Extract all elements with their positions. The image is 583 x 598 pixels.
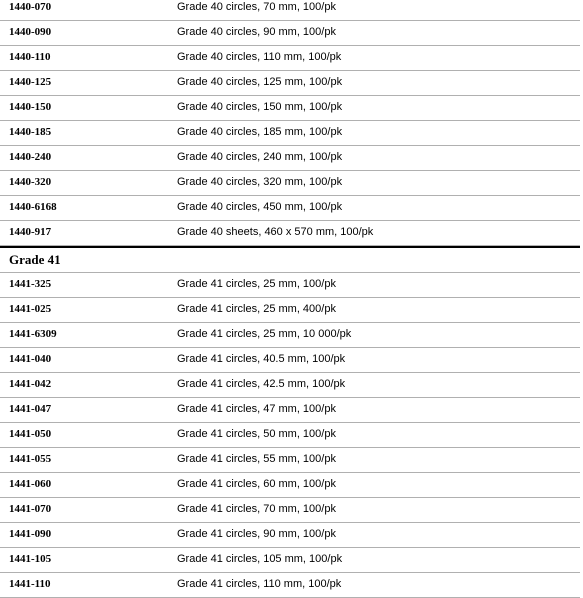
table-row <box>0 171 580 196</box>
product-code: 1440-125 <box>9 76 52 88</box>
product-description: Grade 40 circles, 70 mm, 100/pk <box>177 1 336 13</box>
table-row <box>0 273 580 298</box>
product-code: 1441-060 <box>9 478 52 490</box>
table-row <box>0 548 580 573</box>
table-row <box>0 323 580 348</box>
product-code: 1441-040 <box>9 353 52 365</box>
table-row <box>0 46 580 71</box>
product-code: 1441-325 <box>9 278 52 290</box>
product-description: Grade 41 circles, 55 mm, 100/pk <box>177 453 336 465</box>
table-row <box>0 96 580 121</box>
table-row <box>0 473 580 498</box>
product-description: Grade 41 circles, 47 mm, 100/pk <box>177 403 336 415</box>
product-description: Grade 41 circles, 40.5 mm, 100/pk <box>177 353 346 365</box>
product-code: 1440-110 <box>9 51 51 63</box>
product-description: Grade 41 circles, 25 mm, 10 000/pk <box>177 328 352 340</box>
product-description: Grade 41 circles, 90 mm, 100/pk <box>177 528 336 540</box>
product-description: Grade 41 circles, 25 mm, 400/pk <box>177 303 336 315</box>
grade-41-group <box>0 273 580 598</box>
product-description: Grade 41 circles, 60 mm, 100/pk <box>177 478 336 490</box>
product-description: Grade 40 circles, 320 mm, 100/pk <box>177 176 343 188</box>
table-row <box>0 21 580 46</box>
grade-40-group <box>0 0 580 246</box>
product-description: Grade 40 circles, 125 mm, 100/pk <box>177 76 343 88</box>
product-code: 1440-090 <box>9 26 52 38</box>
product-code: 1440-6168 <box>9 201 57 213</box>
product-description: Grade 40 circles, 110 mm, 100/pk <box>177 51 342 63</box>
product-description: Grade 40 circles, 150 mm, 100/pk <box>177 101 343 113</box>
product-description: Grade 41 circles, 105 mm, 100/pk <box>177 553 343 565</box>
table-row <box>0 523 580 548</box>
product-description: Grade 41 circles, 110 mm, 100/pk <box>177 578 342 590</box>
table-row <box>0 448 580 473</box>
product-description: Grade 41 circles, 50 mm, 100/pk <box>177 428 336 440</box>
table-row <box>0 146 580 171</box>
product-code: 1440-070 <box>9 1 52 13</box>
product-description: Grade 40 circles, 240 mm, 100/pk <box>177 151 343 163</box>
table-row <box>0 423 580 448</box>
product-code: 1441-047 <box>9 403 52 415</box>
table-row <box>0 71 580 96</box>
table-row <box>0 573 580 598</box>
product-description: Grade 40 circles, 185 mm, 100/pk <box>177 126 343 138</box>
product-code: 1441-105 <box>9 553 52 565</box>
product-description: Grade 41 circles, 25 mm, 100/pk <box>177 278 336 290</box>
grade-41-heading-row <box>0 246 580 273</box>
product-description: Grade 40 sheets, 460 x 570 mm, 100/pk <box>177 226 374 238</box>
product-code: 1441-050 <box>9 428 52 440</box>
product-code: 1441-025 <box>9 303 52 315</box>
table-row <box>0 0 580 21</box>
product-code: 1441-110 <box>9 578 51 590</box>
table-row <box>0 221 580 246</box>
grade-41-heading: Grade 41 <box>9 252 61 267</box>
product-description: Grade 41 circles, 42.5 mm, 100/pk <box>177 378 346 390</box>
table-row <box>0 373 580 398</box>
table-row <box>0 298 580 323</box>
product-code: 1440-917 <box>9 226 52 238</box>
table-row <box>0 498 580 523</box>
product-description: Grade 40 circles, 450 mm, 100/pk <box>177 201 343 213</box>
product-code: 1441-042 <box>9 378 52 390</box>
product-code: 1441-055 <box>9 453 52 465</box>
product-code: 1440-150 <box>9 101 52 113</box>
product-description: Grade 41 circles, 70 mm, 100/pk <box>177 503 336 515</box>
product-code: 1441-070 <box>9 503 52 515</box>
product-code: 1440-320 <box>9 176 52 188</box>
product-code: 1441-6309 <box>9 328 57 340</box>
product-code: 1440-240 <box>9 151 52 163</box>
table-row <box>0 121 580 146</box>
table-row <box>0 196 580 221</box>
table-row <box>0 348 580 373</box>
product-description: Grade 40 circles, 90 mm, 100/pk <box>177 26 336 38</box>
product-code: 1440-185 <box>9 126 52 138</box>
table-row <box>0 398 580 423</box>
product-code: 1441-090 <box>9 528 52 540</box>
